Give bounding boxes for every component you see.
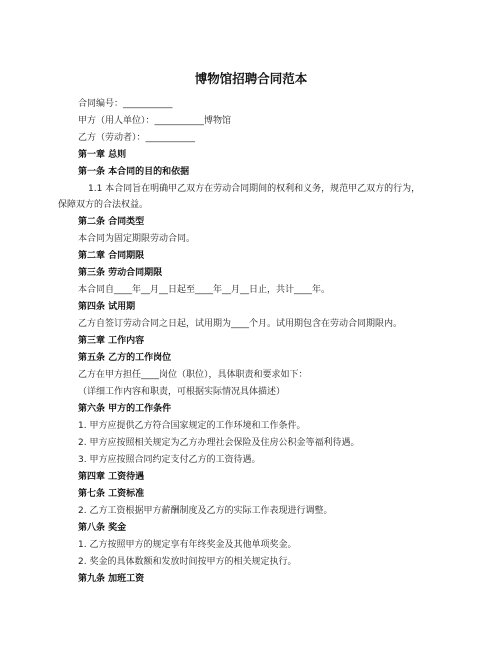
article-heading: 第二条 合同类型	[78, 217, 145, 227]
party-b-line: 乙方（劳动者）：___________	[78, 133, 196, 143]
paragraph-line: （详细工作内容和职责，可根据实际情况具体描述）	[78, 387, 286, 397]
document-title: 博物馆招聘合同范本	[194, 71, 308, 86]
paragraph-line: 保障双方的合法权益。	[58, 200, 149, 210]
chapter-heading: 第二章 合同期限	[78, 251, 145, 261]
article-heading: 第六条 甲方的工作条件	[78, 404, 172, 414]
article-heading: 第五条 乙方的工作岗位	[78, 353, 172, 363]
contract-number-line: 合同编号：___________	[78, 99, 173, 109]
party-a-line: 甲方（用人单位）：___________博物馆	[78, 116, 232, 126]
list-item: 2. 奖金的具体数额和发放时间按甲方的相关规定执行。	[78, 557, 297, 567]
paragraph-line: 乙方在甲方担任____岗位（职位），具体职责和要求如下：	[78, 370, 308, 380]
article-heading: 第九条 加班工资	[78, 574, 145, 584]
paragraph-line: 本合同为固定期限劳动合同。	[78, 234, 196, 244]
article-heading: 第八条 奖金	[78, 523, 127, 533]
list-item: 3. 甲方应按照合同约定支付乙方的工资待遇。	[78, 455, 261, 465]
paragraph-line: 本合同自____年__月__日起至____年__月__日止，共计____年。	[78, 285, 331, 295]
article-heading: 第一条 本合同的目的和依据	[78, 167, 190, 177]
list-item: 2. 乙方工资根据甲方薪酬制度及乙方的实际工作表现进行调整。	[78, 506, 333, 516]
chapter-heading: 第四章 工资待遇	[78, 472, 145, 482]
list-item: 1. 甲方应提供乙方符合国家规定的工作环境和工作条件。	[78, 421, 306, 431]
article-heading: 第四条 试用期	[78, 302, 136, 312]
chapter-heading: 第一章 总则	[78, 150, 127, 160]
chapter-heading: 第三章 工作内容	[78, 336, 145, 346]
article-heading: 第三条 劳动合同期限	[78, 268, 163, 278]
paragraph-line: 1.1 本合同旨在明确甲乙双方在劳动合同期间的权利和义务，规范甲乙双方的行为，	[88, 184, 421, 194]
list-item: 2. 甲方应按照相关规定为乙方办理社会保险及住房公积金等福利待遇。	[78, 438, 360, 448]
list-item: 1. 乙方按照甲方的规定享有年终奖金及其他单项奖金。	[78, 540, 297, 550]
paragraph-line: 乙方自签订劳动合同之日起，试用期为____个月。试用期包含在劳动合同期限内。	[78, 319, 403, 329]
article-heading: 第七条 工资标准	[78, 489, 145, 499]
